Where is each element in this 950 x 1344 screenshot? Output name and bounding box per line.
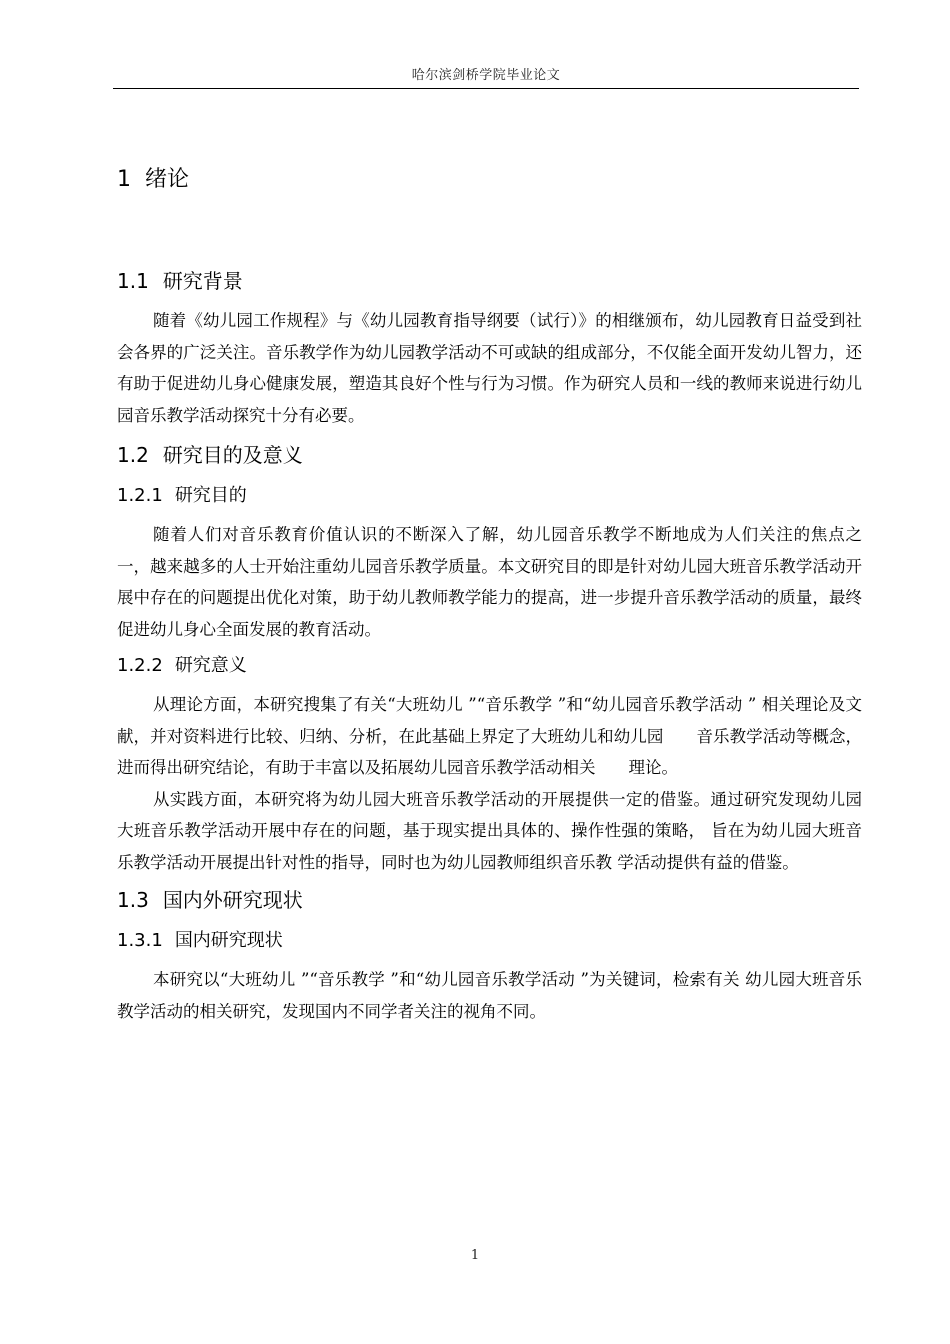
section-number: 1.2 (117, 443, 149, 467)
section-number: 1.1 (117, 269, 149, 293)
document-body (117, 160, 862, 1027)
chapter-title: 绪论 (145, 167, 190, 192)
section-title: 国内外研究现状 (162, 888, 303, 912)
section-heading-1-1 (117, 263, 862, 299)
paragraph-domestic-status: 本研究以“大班幼儿 ”“音乐教学 ”和“幼儿园音乐教学活动 ”为关键词，检索有关 幼儿园大班音乐教学活动的相关研究，发现国内不同学者关注的视角不同。 (117, 970, 862, 1021)
subsection-heading-1-3-1 (117, 924, 862, 958)
subsection-number: 1.3.1 (117, 930, 163, 951)
subsection-title: 国内研究现状 (174, 930, 283, 951)
subsection-heading-1-2-2 (117, 649, 862, 683)
section-title: 研究目的及意义 (162, 443, 303, 467)
subsection-number: 1.2.1 (117, 485, 163, 506)
subsection-title: 研究意义 (174, 655, 247, 676)
section-number: 1.3 (117, 888, 149, 912)
paragraph-purpose: 随着人们对音乐教育价值认识的不断深入了解，幼儿园音乐教学不断地成为人们关注的焦点之一，越来越多的人士开始注重幼儿园音乐教学质量。本文研究目的即是针对幼儿园大班音乐教学活动开展中存在的问题提出优化对策，助于幼儿教师教学能力的提高，进一步提升音乐教学活动的质量，最终促进幼儿身心全面发展的教育活动。 (117, 525, 862, 639)
header-divider (113, 88, 859, 89)
chapter-heading (117, 160, 862, 200)
paragraph-significance-practice: 从实践方面，本研究将为幼儿园大班音乐教学活动的开展提供一定的借鉴。通过研究发现幼儿园大班音乐教学活动开展中存在的问题，基于现实提出具体的、操作性强的策略， 旨在为幼儿园大班音乐教学活动开展提出针对性的指导，同时也为幼儿园教师组织音乐教 学活动提供有益的借鉴。 (117, 789, 862, 872)
chapter-number: 1 (117, 167, 131, 192)
section-heading-1-2 (117, 437, 862, 473)
paragraph-significance-theory: 从理论方面，本研究搜集了有关“大班幼儿 ”“音乐教学 ”和“幼儿园音乐教学活动 ” 相关理论及文献，并对资料进行比较、归纳、分析，在此基础上界定了大班幼儿和幼儿园 音乐教学活动等概念，进而得出研究结论，有助于丰富以及拓展幼儿园音乐教学活动相关 理论。 (117, 695, 862, 777)
section-heading-1-3 (117, 882, 862, 918)
page-header-title: 哈尔滨剑桥学院毕业论文 (411, 68, 561, 83)
section-title: 研究背景 (162, 269, 243, 293)
subsection-number: 1.2.2 (117, 655, 163, 676)
paragraph-background: 随着《幼儿园工作规程》与《幼儿园教育指导纲要（试行）》的相继颁布，幼儿园教育日益受到社会各界的广泛关注。音乐教学作为幼儿园教学活动不可或缺的组成部分，不仅能全面开发幼儿智力，还有助于促进幼儿身心健康发展，塑造其良好个性与行为习惯。作为研究人员和一线的教师来说进行幼儿园音乐教学活动探究十分有必要。 (117, 311, 862, 425)
subsection-heading-1-2-1 (117, 479, 862, 513)
subsection-title: 研究目的 (174, 485, 247, 506)
page-number: 1 (470, 1248, 480, 1263)
